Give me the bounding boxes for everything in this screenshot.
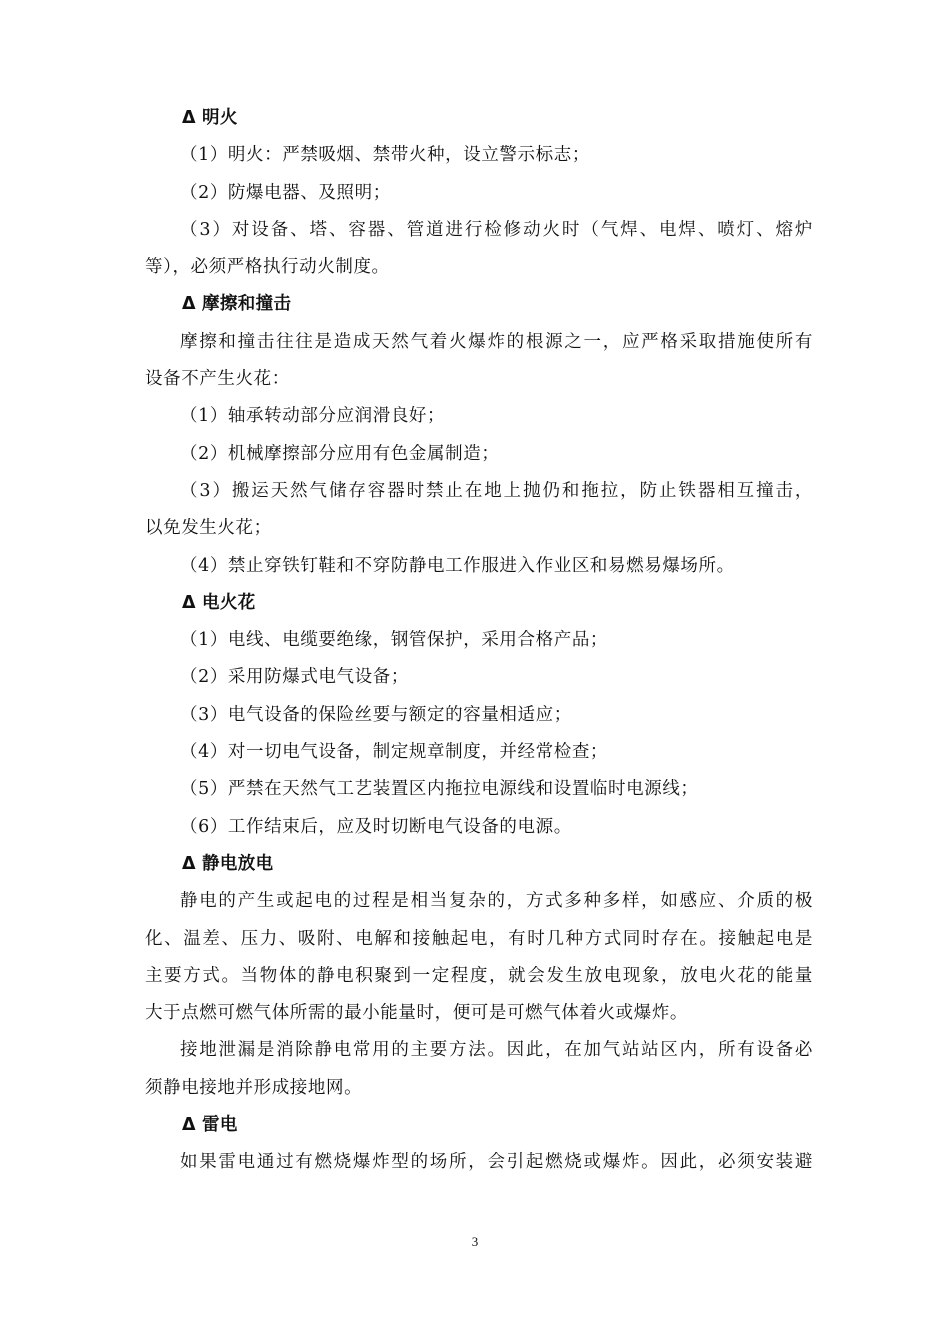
list-item: （2）防爆电器、及照明； bbox=[180, 182, 391, 203]
list-item: （4）禁止穿铁钉鞋和不穿防静电工作服进入作业区和易燃易爆场所。 bbox=[180, 555, 735, 576]
section-heading-friction: Δ 摩擦和撞击 bbox=[145, 286, 813, 323]
section-heading-electric-spark: Δ 电火花 bbox=[145, 585, 813, 622]
list-item-continuation: 以免发生火花； bbox=[145, 518, 272, 539]
section-heading-lightning: Δ 雷电 bbox=[145, 1107, 813, 1144]
paragraph-line: 接地泄漏是消除静电常用的主要方法。因此，在加气站站区内，所有设备必 bbox=[180, 1040, 813, 1061]
list-item: （5）严禁在天然气工艺装置区内拖拉电源线和设置临时电源线； bbox=[180, 779, 699, 800]
list-item: （1）轴承转动部分应润滑良好； bbox=[180, 406, 446, 427]
paragraph-line: 静电的产生或起电的过程是相当复杂的，方式多种多样，如感应、介质的极 bbox=[180, 891, 813, 912]
list-item: （6）工作结束后，应及时切断电气设备的电源。 bbox=[180, 816, 572, 837]
paragraph-line: 设备不产生火花： bbox=[145, 369, 290, 390]
paragraph-line: 摩擦和撞击往往是造成天然气着火爆炸的根源之一，应严格采取措施使所有 bbox=[180, 331, 813, 352]
paragraph-line: 大于点燃可燃气体所需的最小能量时，便可是可燃气体着火或爆炸。 bbox=[145, 1003, 688, 1024]
paragraph-line: 须静电接地并形成接地网。 bbox=[145, 1077, 363, 1098]
list-item: （1）电线、电缆要绝缘，钢管保护，采用合格产品； bbox=[180, 630, 609, 651]
list-item: （1）明火：严禁吸烟、禁带火种，设立警示标志； bbox=[180, 145, 590, 166]
delta-icon: Δ bbox=[182, 108, 196, 128]
list-item: （3）电气设备的保险丝要与额定的容量相适应； bbox=[180, 704, 572, 725]
document-page bbox=[145, 100, 813, 1182]
delta-icon: Δ bbox=[182, 853, 196, 874]
list-item: （2）机械摩擦部分应用有色金属制造； bbox=[180, 443, 500, 464]
delta-icon: Δ bbox=[182, 1115, 196, 1136]
list-item-continuation: 等），必须严格执行动火制度。 bbox=[145, 257, 390, 278]
paragraph-line: 化、温差、压力、吸附、电解和接触起电，有时几种方式同时存在。接触起电是 bbox=[145, 928, 813, 949]
list-item: （2）采用防爆式电气设备； bbox=[180, 667, 409, 688]
delta-icon: Δ bbox=[182, 592, 196, 613]
list-item: （3）对设备、塔、容器、管道进行检修动火时（气焊、电焊、喷灯、熔炉 bbox=[180, 219, 813, 240]
paragraph-line: 如果雷电通过有燃烧爆炸型的场所，会引起燃烧或爆炸。因此，必须安装避 bbox=[180, 1152, 813, 1173]
page-number: 3 bbox=[471, 1234, 479, 1249]
delta-icon: Δ bbox=[182, 294, 196, 315]
section-heading-static: Δ 静电放电 bbox=[145, 846, 813, 883]
list-item: （3）搬运天然气储存容器时禁止在地上抛仍和拖拉，防止铁器相互撞击， bbox=[180, 480, 813, 501]
list-item: （4）对一切电气设备，制定规章制度，并经常检查； bbox=[180, 742, 609, 763]
paragraph-line: 主要方式。当物体的静电积聚到一定程度，就会发生放电现象，放电火花的能量 bbox=[145, 965, 813, 986]
section-heading-open-fire: Δ 明火 bbox=[145, 100, 813, 137]
